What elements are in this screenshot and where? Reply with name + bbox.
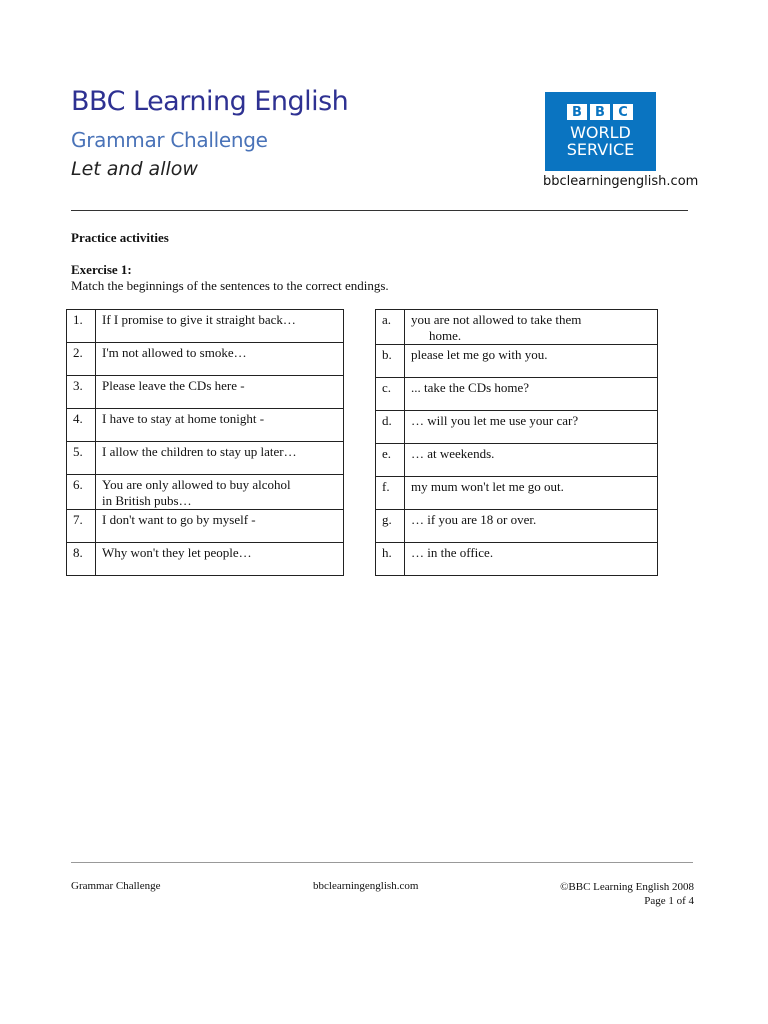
sentence-ending: … if you are 18 or over. xyxy=(405,510,658,543)
document-topic: Let and allow xyxy=(71,158,198,180)
sentence-beginning: I don't want to go by myself - xyxy=(96,510,344,543)
sentence-ending-line2: home. xyxy=(429,328,462,343)
footer-divider xyxy=(71,862,693,863)
row-number: 5. xyxy=(67,442,96,475)
row-letter: h. xyxy=(376,543,405,576)
bbc-blocks xyxy=(567,104,633,120)
table-row xyxy=(376,543,658,576)
sentence-ending: ... take the CDs home? xyxy=(405,378,658,411)
footer-right xyxy=(560,880,694,908)
section-title: Practice activities xyxy=(71,230,169,245)
table-row xyxy=(67,409,344,442)
footer-website: bbclearningenglish.com xyxy=(313,880,419,892)
document-title: BBC Learning English xyxy=(71,86,349,117)
sentence-ending: … will you let me use your car? xyxy=(405,411,658,444)
sentence-ending: my mum won't let me go out. xyxy=(405,477,658,510)
sentence-ending: please let me go with you. xyxy=(405,345,658,378)
row-letter: b. xyxy=(376,345,405,378)
row-number: 8. xyxy=(67,543,96,576)
table-row xyxy=(67,510,344,543)
table-row xyxy=(67,310,344,343)
footer-left: Grammar Challenge xyxy=(71,880,161,892)
sentence-ending xyxy=(405,310,658,345)
bbc-letter: C xyxy=(613,104,633,120)
table-row xyxy=(376,444,658,477)
row-letter: e. xyxy=(376,444,405,477)
header-website: bbclearningenglish.com xyxy=(543,174,699,189)
endings-table xyxy=(375,309,658,576)
table-row xyxy=(376,510,658,543)
row-number: 7. xyxy=(67,510,96,543)
beginnings-table xyxy=(66,309,344,576)
row-number: 4. xyxy=(67,409,96,442)
sentence-beginning-line2: in British pubs… xyxy=(102,493,192,508)
sentence-beginning: Please leave the CDs here - xyxy=(96,376,344,409)
sentence-beginning-line1: You are only allowed to buy alcohol xyxy=(102,477,291,492)
bbc-letter: B xyxy=(567,104,587,120)
table-row xyxy=(67,376,344,409)
table-row xyxy=(376,477,658,510)
sentence-beginning: I have to stay at home tonight - xyxy=(96,409,344,442)
document-subtitle: Grammar Challenge xyxy=(71,128,268,152)
logo-line-world: WORLD xyxy=(570,123,631,142)
table-row xyxy=(376,310,658,345)
header-divider xyxy=(71,210,688,211)
row-letter: f. xyxy=(376,477,405,510)
table-row xyxy=(376,411,658,444)
table-row xyxy=(376,378,658,411)
row-letter: c. xyxy=(376,378,405,411)
table-row xyxy=(376,345,658,378)
row-number: 1. xyxy=(67,310,96,343)
row-letter: d. xyxy=(376,411,405,444)
row-number: 6. xyxy=(67,475,96,510)
table-row xyxy=(67,543,344,576)
table-row xyxy=(67,475,344,510)
bbc-letter: B xyxy=(590,104,610,120)
exercise-title: Exercise 1: xyxy=(71,262,132,277)
footer-copyright: ©BBC Learning English 2008 xyxy=(560,881,694,893)
sentence-ending: … in the office. xyxy=(405,543,658,576)
bbc-world-service-logo xyxy=(545,92,656,171)
table-row xyxy=(67,442,344,475)
sentence-beginning xyxy=(96,475,344,510)
row-number: 2. xyxy=(67,343,96,376)
exercise-instruction: Match the beginnings of the sentences to the correct endings. xyxy=(71,278,389,293)
sentence-beginning: Why won't they let people… xyxy=(96,543,344,576)
sentence-ending: … at weekends. xyxy=(405,444,658,477)
row-letter: g. xyxy=(376,510,405,543)
sentence-ending-line1: you are not allowed to take them xyxy=(411,312,582,327)
table-row xyxy=(67,343,344,376)
sentence-beginning: I'm not allowed to smoke… xyxy=(96,343,344,376)
footer-page-number: Page 1 of 4 xyxy=(644,895,694,907)
sentence-beginning: If I promise to give it straight back… xyxy=(96,310,344,343)
row-number: 3. xyxy=(67,376,96,409)
sentence-beginning: I allow the children to stay up later… xyxy=(96,442,344,475)
logo-line-service: SERVICE xyxy=(566,140,635,159)
row-letter: a. xyxy=(376,310,405,345)
